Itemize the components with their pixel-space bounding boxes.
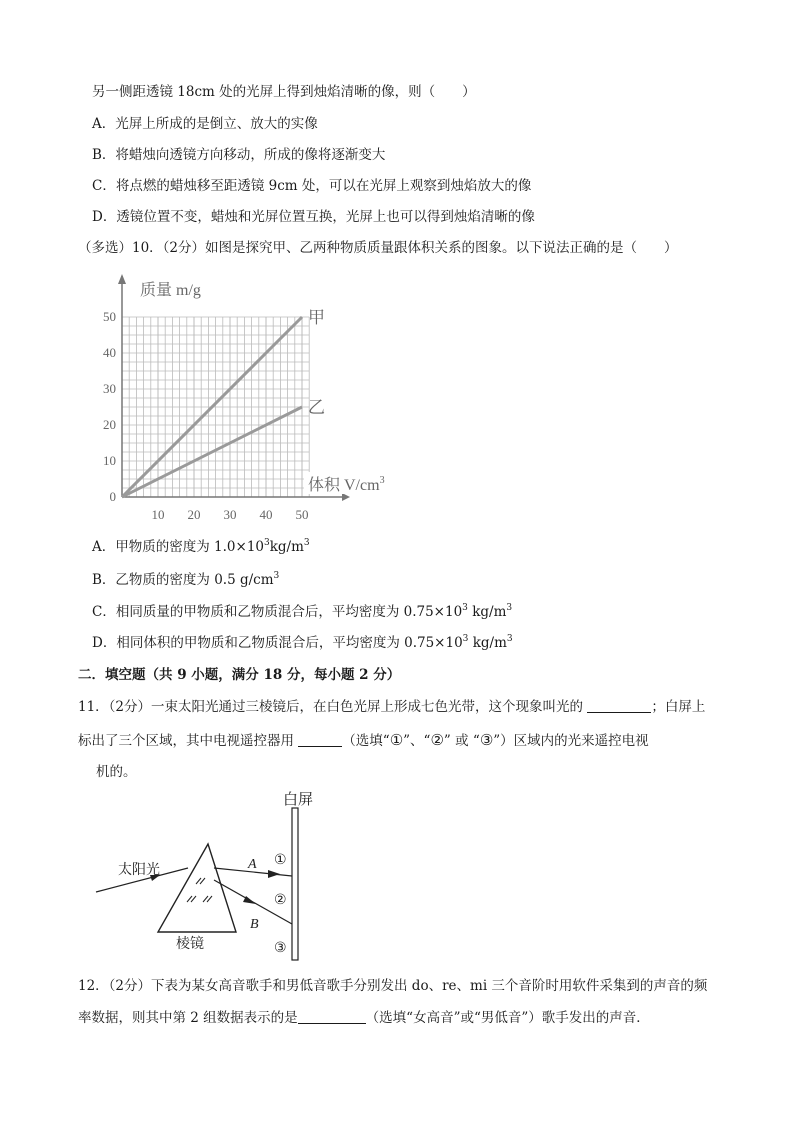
q9-option-c: C．将点燃的蜡烛移至距透镜 9cm 处，可以在光屏上观察到烛焰放大的像 [92, 178, 532, 194]
q10-stem: （多选）10．（2分）如图是探究甲、乙两种物质质量跟体积关系的图象。以下说法正确的是（ ） [78, 240, 678, 256]
ray-a-arrow [268, 870, 280, 878]
q11-blank-2 [298, 732, 342, 747]
prism-label: 棱镜 [176, 936, 204, 952]
q12-line-2: 率数据，则其中第 2 组数据表示的是 （选填“女高音”或“男低音”）歌手发出的声音． [78, 1010, 650, 1026]
q9-option-b: B．将蜡烛向透镜方向移动，所成的像将逐渐变大 [92, 147, 386, 163]
region-2: ② [274, 892, 287, 908]
q12-line-1: 12．（2分）下表为某女高音歌手和男低音歌手分别发出 do、re、mi 三个音阶时用软件采集到的声音的频 [78, 978, 708, 994]
series-label-0: 甲 [308, 308, 325, 327]
sunlight-label: 太阳光 [118, 862, 160, 878]
q10-option-c: C．相同质量的甲物质和乙物质混合后，平均密度为 $0.75\times 10^3$ $kg/m^3$ [92, 603, 513, 620]
q11-blank-1 [587, 698, 651, 713]
y-axis-label: 质量 m/g [140, 282, 201, 299]
y-tick-label: 10 [103, 453, 116, 468]
y-tick-label: 30 [103, 381, 116, 396]
y-tick-label: 0 [109, 489, 116, 504]
region-1: ① [274, 852, 287, 868]
x-tick-label: 30 [223, 507, 237, 522]
y-tick-label: 40 [103, 345, 116, 360]
q9-stem-tail: 另一侧距透镜 18cm 处的光屏上得到烛焰清晰的像，则（ ） [92, 84, 476, 100]
q11-line-2: 标出了三个区域，其中电视遥控器用 （选填“①”、“②” 或 “③”）区域内的光来遥控电视 [78, 731, 649, 749]
x-tick-label: 10 [151, 507, 165, 522]
x-tick-label: 50 [295, 507, 309, 522]
x-axis-arrow [342, 493, 350, 501]
section-2-title: 二．填空题（共 9 小题，满分 18 分，每小题 2 分） [78, 667, 401, 683]
q12-blank [298, 1009, 366, 1024]
prism [158, 844, 236, 932]
q11-line-3: 机的。 [96, 764, 137, 780]
mass-volume-chart [100, 270, 420, 530]
q10-option-b: B．乙物质的密度为 0.5 $g/cm^3$ [92, 571, 280, 588]
x-axis-label-sup: 3 [379, 475, 385, 486]
ray-a-label: A [248, 857, 257, 872]
screen-label: 白屏 [283, 790, 314, 808]
prism-figure [88, 782, 418, 972]
x-tick-label: 40 [259, 507, 273, 522]
y-tick-label: 50 [103, 309, 116, 324]
q10-option-d: D．相同体积的甲物质和乙物质混合后，平均密度为 $0.75\times 10^3$ $kg/m^3$ [92, 634, 513, 651]
x-axis-label-main: 体积 V/cm [308, 477, 380, 494]
series-label-1: 乙 [308, 398, 325, 417]
q9-option-d: D．透镜位置不变，蜡烛和光屏位置互换，光屏上也可以得到烛焰清晰的像 [92, 209, 535, 225]
q9-option-a: A．光屏上所成的是倒立、放大的实像 [92, 116, 318, 132]
q11-line-1: 11．（2分）一束太阳光通过三棱镜后，在白色光屏上形成七色光带，这个现象叫光的 ；白屏上 [78, 699, 706, 715]
white-screen [292, 808, 298, 960]
x-tick-label: 20 [187, 507, 201, 522]
ray-b-label: B [250, 917, 259, 932]
y-axis-arrow [118, 274, 126, 284]
y-tick-label: 20 [103, 417, 116, 432]
q10-option-a: A．甲物质的密度为 $1.0\times 10^3kg/m^3$ [92, 538, 310, 555]
region-3: ③ [274, 940, 287, 956]
x-axis-label [308, 475, 385, 494]
